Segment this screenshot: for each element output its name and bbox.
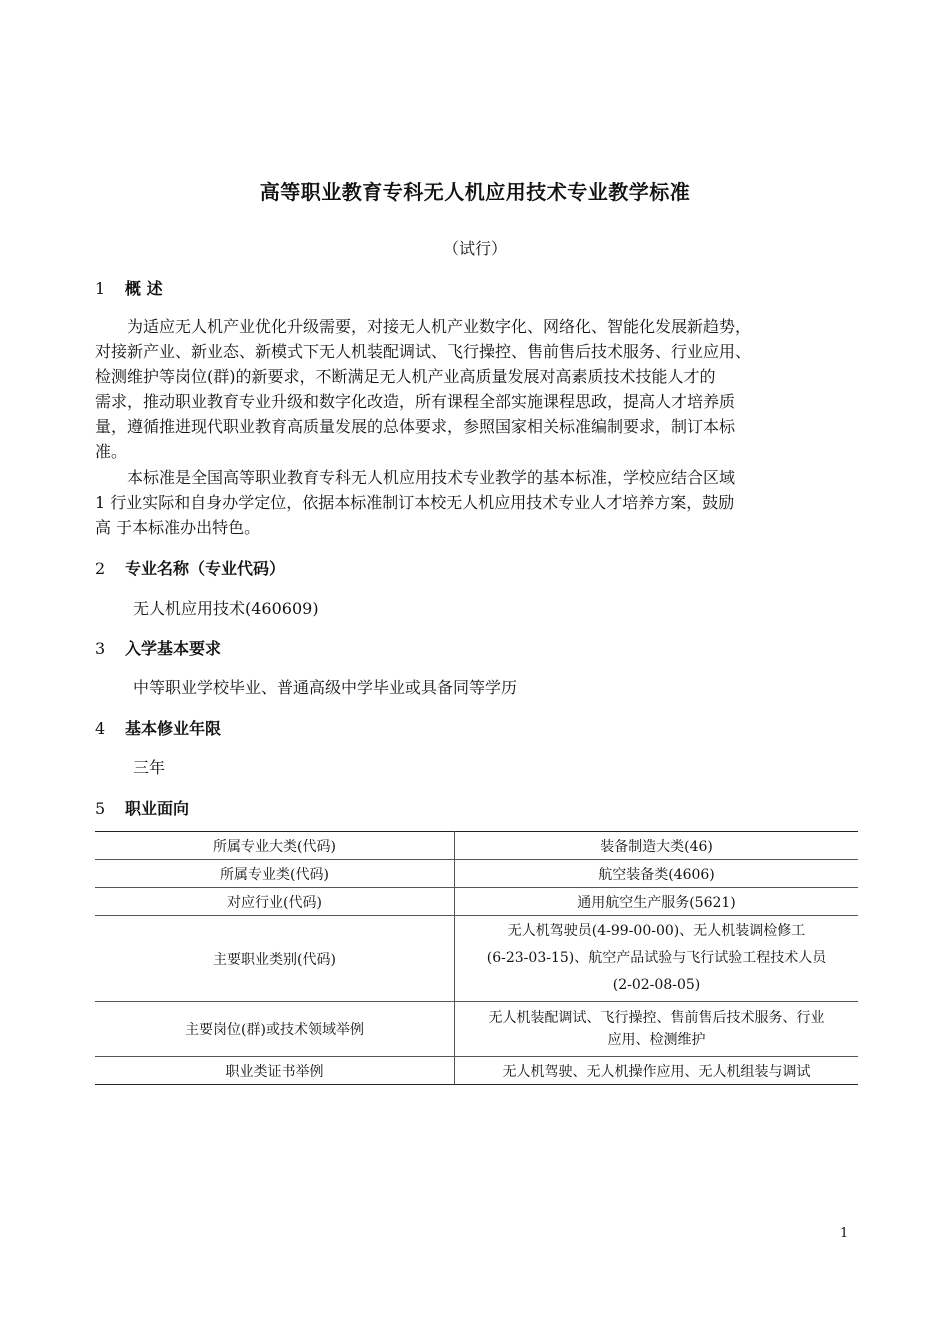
- duration-value: 三年: [133, 758, 166, 777]
- cell-line: (2-02-08-05): [612, 977, 701, 993]
- section-heading-duration: [95, 716, 221, 739]
- section-heading-admission: [95, 636, 221, 659]
- section-number: 3: [95, 639, 106, 658]
- document-title: 高等职业教育专科无人机应用技术专业教学标准: [259, 180, 691, 204]
- table-row: [95, 1002, 858, 1057]
- table-cell-value: [455, 1002, 859, 1057]
- paragraph-line: 高 于本标准办出特色。: [95, 518, 261, 537]
- table-cell-value: [455, 916, 859, 1002]
- cell-line: (6-23-03-15)、航空产品试验与飞行试验工程技术人员: [486, 950, 827, 966]
- overview-paragraph: [95, 314, 865, 464]
- section-title: 入学基本要求: [125, 639, 222, 658]
- paragraph-line: 量，遵循推进现代职业教育高质量发展的总体要求，参照国家相关标准编制要求，制订本标: [95, 417, 736, 436]
- career-table: [95, 831, 858, 1085]
- page-number: 1: [840, 1226, 849, 1241]
- table-cell-value: 装备制造大类(46): [600, 838, 713, 855]
- table-cell-label: 对应行业(代码): [95, 888, 455, 916]
- paragraph-line: 准。: [95, 442, 128, 461]
- cell-line: 无人机驾驶员(4-99-00-00)、无人机装调检修工: [507, 923, 806, 939]
- table-row: [95, 916, 858, 1002]
- table-cell-label: 主要岗位(群)或技术领域举例: [95, 1002, 455, 1057]
- table-cell-value: 通用航空生产服务(5621): [577, 894, 736, 911]
- table-row: [95, 860, 858, 888]
- paragraph-line: 需求，推动职业教育专业升级和数字化改造，所有课程全部实施课程思政，提高人才培养质: [95, 392, 736, 411]
- section-heading-overview: [95, 276, 163, 299]
- section-number: 5: [95, 799, 106, 818]
- paragraph-line: 检测维护等岗位(群)的新要求，不断满足无人机产业高质量发展对高素质技术技能人才的: [95, 367, 716, 386]
- table-cell-label: 所属专业类(代码): [95, 860, 455, 888]
- paragraph-line: 1 行业实际和自身办学定位，依据本标准制订本校无人机应用技术专业人才培养方案，鼓励: [95, 493, 735, 512]
- cell-line: 无人机装配调试、飞行操控、售前售后技术服务、行业: [488, 1010, 825, 1026]
- admission-value: 中等职业学校毕业、普通高级中学毕业或具备同等学历: [133, 678, 518, 697]
- section-title: 概 述: [125, 279, 163, 298]
- section-title: 基本修业年限: [125, 719, 222, 738]
- section-heading-career: [95, 796, 189, 819]
- paragraph-line: 对接新产业、新业态、新模式下无人机装配调试、飞行操控、售前售后技术服务、行业应用、: [95, 342, 752, 361]
- table-cell-label: 职业类证书举例: [95, 1057, 455, 1085]
- table-cell-label: 所属专业大类(代码): [95, 832, 455, 860]
- document-subtitle: （试行）: [442, 239, 507, 258]
- section-number: 1: [95, 279, 106, 298]
- section-number: 2: [95, 559, 106, 578]
- table-cell-value: 航空装备类(4606): [598, 866, 715, 883]
- table-row: [95, 888, 858, 916]
- section-title: 专业名称（专业代码）: [125, 559, 286, 578]
- section-heading-major-name: [95, 556, 285, 579]
- table-row: [95, 1057, 858, 1085]
- paragraph-line: 本标准是全国高等职业教育专科无人机应用技术专业教学的基本标准，学校应结合区域: [95, 468, 736, 487]
- section-number: 4: [95, 719, 106, 738]
- section-title: 职业面向: [125, 799, 190, 818]
- table-cell-value: 无人机驾驶、无人机操作应用、无人机组装与调试: [502, 1063, 811, 1080]
- paragraph-line: 为适应无人机产业优化升级需要，对接无人机产业数字化、网络化、智能化发展新趋势，: [95, 317, 752, 336]
- table-row: [95, 832, 858, 860]
- cell-line: 应用、检测维护: [607, 1032, 706, 1048]
- major-name-value: 无人机应用技术(460609): [133, 599, 319, 618]
- table-cell-label: 主要职业类别(代码): [95, 916, 455, 1002]
- standard-paragraph: [95, 465, 865, 540]
